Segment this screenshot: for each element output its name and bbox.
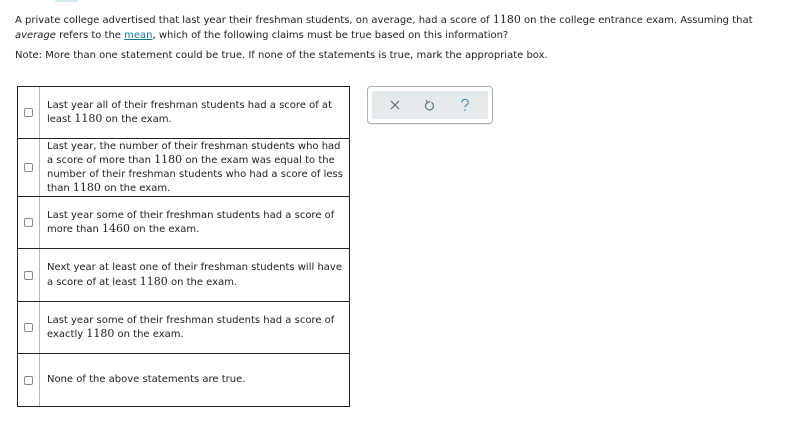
choice-text: Next year at least one of their freshman students will have a score of at least <box>47 262 342 288</box>
choice-text: Last year some of their freshman students had a score of more than <box>47 209 335 235</box>
close-icon <box>390 100 400 110</box>
prompt-text: on the college entrance exam. Assuming that <box>520 15 753 26</box>
checkbox-cell <box>18 87 40 138</box>
question-note: Note: More than one statement could be true. If none of the statements is true, mark the appropriate box. <box>15 50 548 61</box>
checkbox-cell <box>18 249 40 301</box>
choice-value: 1180 <box>139 274 168 288</box>
choice-text-cell <box>40 354 349 406</box>
choice-text-cell <box>40 197 349 248</box>
choice-value: 1180 <box>154 153 183 166</box>
prompt-text: refers to the <box>55 29 125 41</box>
choice-text: on the exam. <box>130 224 200 235</box>
prompt-italic-term: average <box>15 29 56 41</box>
choice-row[interactable] <box>18 302 349 354</box>
choice-text-cell <box>40 249 349 301</box>
choice-row[interactable] <box>18 87 349 139</box>
clear-button[interactable] <box>384 94 406 116</box>
help-icon <box>460 99 470 112</box>
prompt-text: , which of the following claims must be true based on this information? <box>152 29 509 41</box>
choice-text: on the exam. <box>167 276 238 288</box>
choice-text: Last year some of their freshman students had a score of exactly <box>47 314 335 340</box>
choice-text: on the exam. <box>114 329 184 340</box>
choice-row[interactable] <box>18 249 349 302</box>
checkbox-cell <box>18 139 40 196</box>
answer-choices-table <box>17 86 350 407</box>
choice-text-cell <box>40 302 349 353</box>
help-button[interactable] <box>454 94 476 116</box>
toolbar-inner <box>372 91 488 119</box>
choice-row[interactable] <box>18 139 349 197</box>
choice-value: 1180 <box>74 112 103 125</box>
top-tab-indicator <box>55 0 78 2</box>
choice-checkbox[interactable] <box>24 163 33 172</box>
mean-glossary-link[interactable]: mean <box>124 29 153 41</box>
choice-text: Last year, the number of their freshman students who had a score of more than <box>47 140 341 166</box>
choice-text: on the exam was equal to the number of their freshman students who had a score of less than <box>47 155 343 194</box>
choice-checkbox[interactable] <box>24 376 33 385</box>
answer-toolbar <box>367 86 493 124</box>
choice-row[interactable] <box>18 354 349 406</box>
choice-text: None of the above statements are true. <box>47 374 246 386</box>
choice-value: 1180 <box>86 327 115 340</box>
choice-value: 1460 <box>102 222 130 235</box>
choice-value: 1180 <box>72 181 101 194</box>
choice-text: on the exam. <box>100 183 171 194</box>
choice-text-cell <box>40 87 349 138</box>
checkbox-cell <box>18 354 40 406</box>
choice-text: Last year all of their freshman students had a score of at least <box>47 99 332 125</box>
checkbox-cell <box>18 197 40 248</box>
choice-checkbox[interactable] <box>24 108 33 117</box>
undo-button[interactable] <box>419 94 441 116</box>
choice-text-cell <box>40 139 349 196</box>
checkbox-cell <box>18 302 40 353</box>
prompt-value: 1180 <box>492 13 521 26</box>
prompt-text: A private college advertised that last year their freshman students, on average, had a score of <box>15 15 493 26</box>
choice-text: on the exam. <box>102 114 172 125</box>
choice-checkbox[interactable] <box>24 323 33 332</box>
question-prompt <box>15 13 790 43</box>
choice-checkbox[interactable] <box>24 218 33 227</box>
undo-icon <box>424 99 435 111</box>
choice-row[interactable] <box>18 197 349 249</box>
choice-checkbox[interactable] <box>24 271 33 280</box>
